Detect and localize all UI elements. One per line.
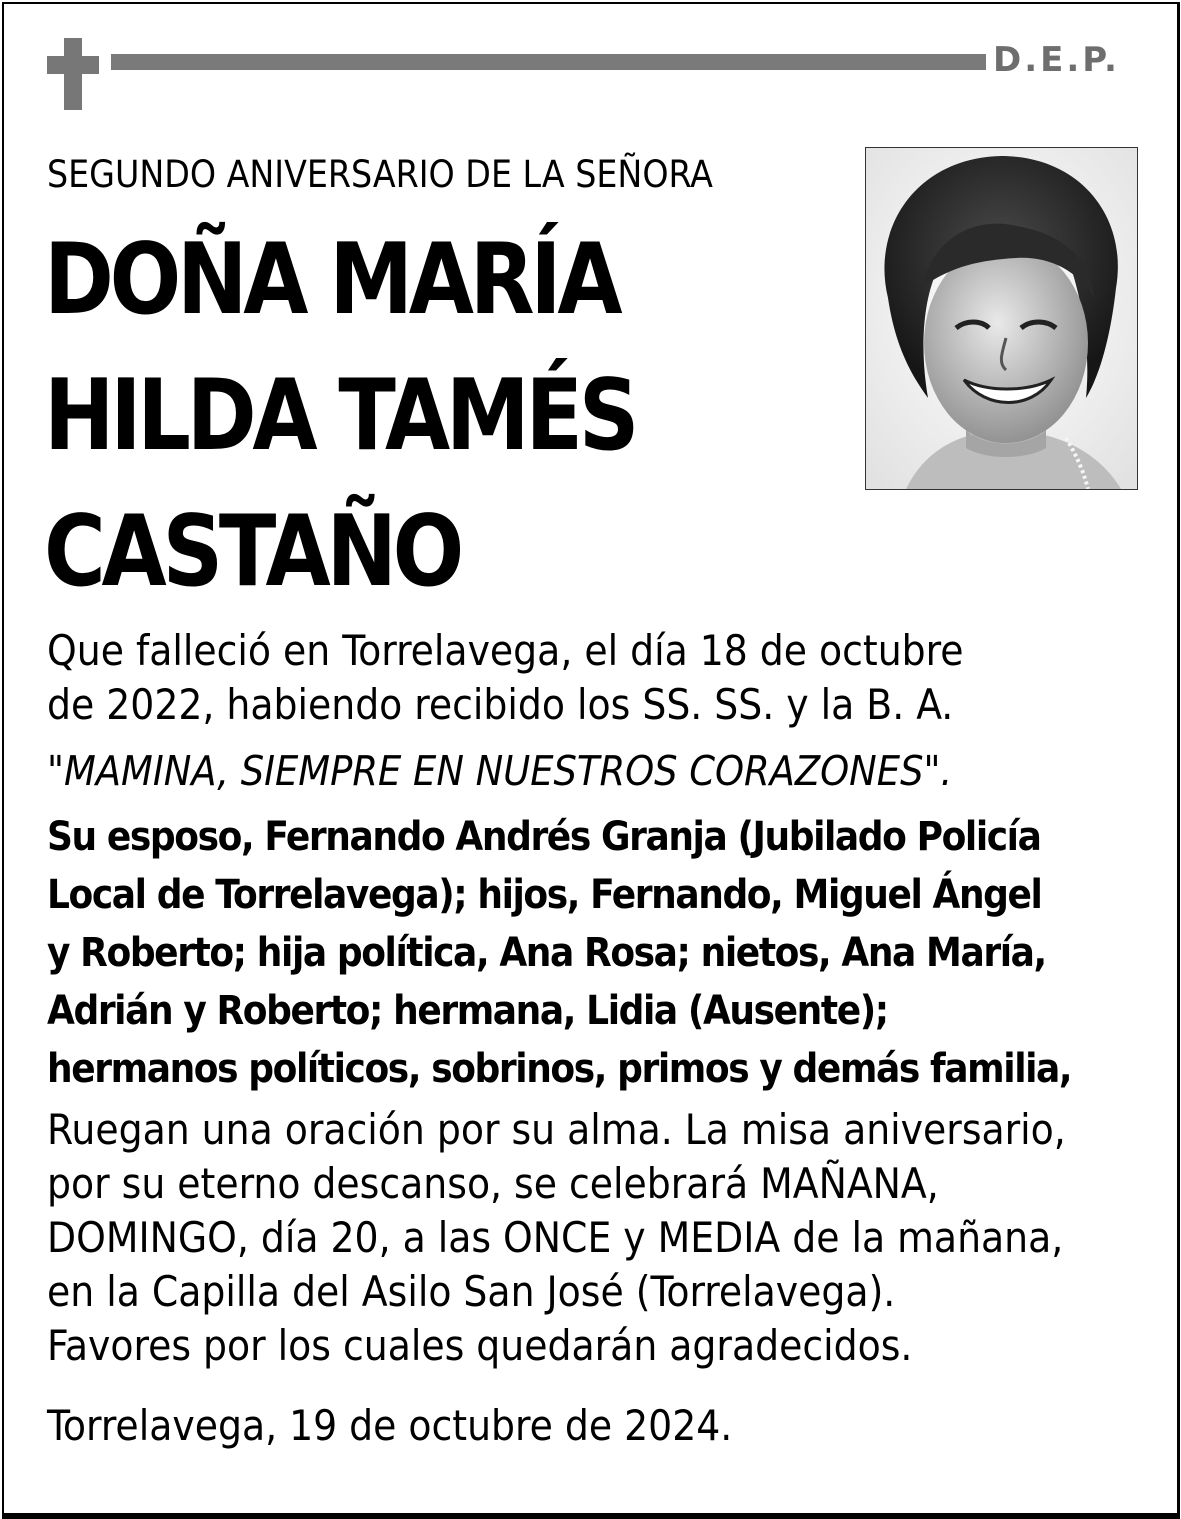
text-line: Ruegan una oración por su alma. La misa aniversario, [47, 1105, 1066, 1154]
dep-label: D.E.P. [993, 40, 1120, 80]
service-paragraph [47, 1103, 1066, 1373]
header-rule [111, 54, 986, 70]
portrait-photo [865, 147, 1138, 490]
place-date-line: Torrelavega, 19 de octubre de 2024. [47, 1401, 733, 1450]
text-line: en la Capilla del Asilo San José (Torrelavega). [47, 1267, 896, 1316]
text-line: hermanos políticos, sobrinos, primos y demás familia, [47, 1046, 1072, 1092]
family-paragraph [47, 808, 1071, 1098]
death-paragraph [47, 624, 964, 732]
text-line: Su esposo, Fernando Andrés Granja (Jubilado Policía [47, 814, 1041, 860]
text-line: Local de Torrelavega); hijos, Fernando, Miguel Ángel [47, 872, 1042, 918]
text-line: por su eterno descanso, se celebrará MAÑANA, [47, 1159, 939, 1208]
motto-line: "MAMINA, SIEMPRE EN NUESTROS CORAZONES". [47, 747, 953, 795]
name-line: HILDA TAMÉS [44, 359, 636, 473]
text-line: Que falleció en Torrelavega, el día 18 de octubre [47, 626, 964, 675]
text-line: Favores por los cuales quedarán agradecidos. [47, 1321, 913, 1370]
name-line: DOÑA MARÍA [44, 223, 619, 337]
text-line: Adrián y Roberto; hermana, Lidia (Ausente); [47, 988, 888, 1034]
text-line: DOMINGO, día 20, a las ONCE y MEDIA de la mañana, [47, 1213, 1064, 1262]
name-line: CASTAÑO [44, 495, 461, 609]
deceased-name [44, 212, 635, 620]
intro-line: SEGUNDO ANIVERSARIO DE LA SEÑORA [47, 153, 713, 196]
text-line: y Roberto; hija política, Ana Rosa; nietos, Ana María, [47, 930, 1046, 976]
cross-icon [47, 38, 99, 110]
text-line: de 2022, habiendo recibido los SS. SS. y la B. A. [47, 680, 954, 729]
